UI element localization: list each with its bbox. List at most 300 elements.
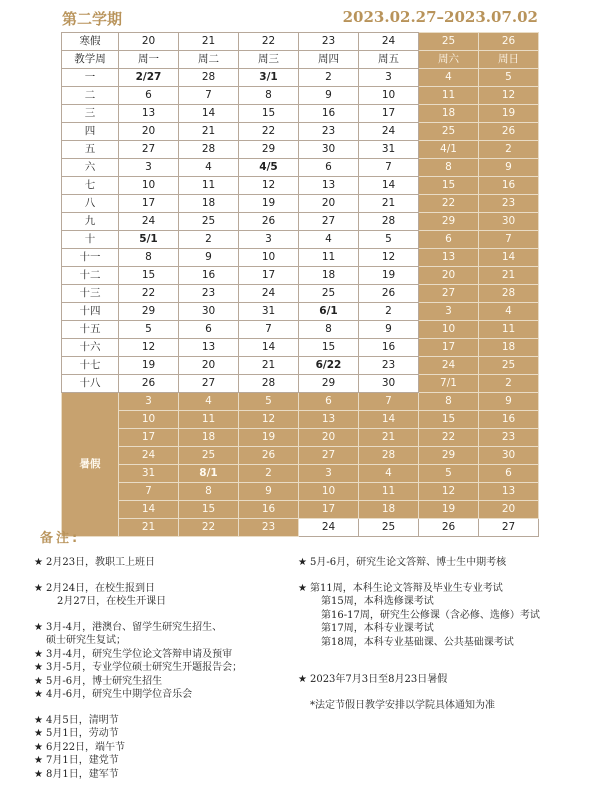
day-cell: 6/22 [299,357,359,375]
remark-text: 3月-5月，专业学位硕士研究生开题报告会； [45,662,243,673]
remark-note [298,556,540,570]
star-icon: ★ [34,689,43,700]
day-cell: 24 [419,357,479,375]
day-cell: 24 [239,285,299,303]
day-cell: 21 [239,357,299,375]
day-cell: 8 [419,159,479,177]
day-cell: 5 [419,465,479,483]
day-cell: 6/1 [299,303,359,321]
day-cell: 28 [479,285,539,303]
day-cell: 13 [299,177,359,195]
remark-text: 4月5日，清明节 [45,714,119,726]
day-cell: 23 [479,429,539,447]
remark-text: 第18周，本科专业基础课、公共基础课考试 [321,636,514,648]
day-cell: 10 [239,249,299,267]
remark-text: 3月-4月，港澳台、留学生研究生招生、 [45,621,223,633]
remark-note [298,636,540,650]
day-cell: 4 [299,231,359,249]
day-cell: 26 [479,33,539,51]
day-cell: 30 [179,303,239,321]
day-cell: 12 [479,87,539,105]
star-icon: ★ [298,674,307,685]
day-cell: 4 [419,69,479,87]
star-icon: ★ [34,714,43,726]
summer-break-row [62,501,539,519]
day-cell: 12 [359,249,419,267]
day-cell: 8 [119,249,179,267]
day-cell: 22 [419,429,479,447]
day-cell: 周三 [239,51,299,69]
remark-note [34,675,242,689]
week-number-label: 二 [62,87,119,105]
day-cell: 13 [419,249,479,267]
day-cell: 27 [299,447,359,465]
remark-text: 硕士研究生复试； [46,635,126,646]
day-cell: 20 [119,123,179,141]
day-cell: 30 [479,447,539,465]
day-cell: 22 [419,195,479,213]
day-cell: 3 [119,159,179,177]
star-icon: ★ [298,582,307,594]
day-cell: 25 [299,285,359,303]
summer-break-row [62,483,539,501]
semester-date-range: 2023.02.27–2023.07.02 [342,8,538,26]
week-number-label: 九 [62,213,119,231]
summer-break-row [62,429,539,447]
remark-text: 第15周，本科选修课考试 [321,596,434,607]
star-icon: ★ [34,675,43,687]
remark-text: *法定节假日教学安排以学院具体通知为准 [310,699,495,711]
day-cell: 31 [359,141,419,159]
teaching-week-row [62,123,539,141]
day-cell: 25 [419,33,479,51]
day-cell: 15 [419,177,479,195]
summer-break-row [62,447,539,465]
day-cell: 3 [359,69,419,87]
day-cell: 17 [299,501,359,519]
star-icon: ★ [34,755,43,766]
day-cell: 周二 [179,51,239,69]
day-cell: 11 [419,87,479,105]
teaching-week-row [62,249,539,267]
remark-note [34,714,242,728]
day-cell: 7 [359,159,419,177]
remarks-title: 备注: [40,531,81,546]
remark-note [34,556,242,570]
day-cell: 27 [179,375,239,393]
day-cell: 11 [179,177,239,195]
day-cell: 6 [419,231,479,249]
day-cell: 3/1 [239,69,299,87]
day-cell: 14 [479,249,539,267]
day-cell: 13 [299,411,359,429]
day-cell: 20 [299,429,359,447]
note-spacer [298,570,540,582]
remark-note [34,661,242,675]
teaching-week-row [62,321,539,339]
day-cell: 7 [239,321,299,339]
day-cell: 21 [359,429,419,447]
day-cell: 5 [479,69,539,87]
remark-note [298,595,540,609]
winter-break-label: 寒假 [62,33,119,51]
day-cell: 20 [479,501,539,519]
day-cell: 25 [359,519,419,537]
day-cell: 24 [359,123,419,141]
day-cell: 11 [359,483,419,501]
teaching-week-row [62,357,539,375]
day-cell: 24 [359,33,419,51]
star-icon: ★ [34,741,43,753]
day-cell: 29 [419,447,479,465]
day-cell: 28 [179,69,239,87]
teaching-week-row [62,339,539,357]
teaching-week-row [62,141,539,159]
day-cell: 21 [179,33,239,51]
day-cell: 7 [359,393,419,411]
day-cell: 9 [179,249,239,267]
week-number-label: 七 [62,177,119,195]
star-icon: ★ [34,582,43,594]
day-cell: 7 [119,483,179,501]
teaching-week-row [62,213,539,231]
remark-note [34,621,242,635]
day-cell: 7/1 [419,375,479,393]
day-cell: 5 [239,393,299,411]
day-cell: 24 [119,447,179,465]
day-cell: 13 [479,483,539,501]
day-cell: 11 [299,249,359,267]
week-number-label: 八 [62,195,119,213]
day-cell: 2 [299,69,359,87]
day-cell: 16 [479,411,539,429]
day-cell: 15 [299,339,359,357]
day-cell: 14 [239,339,299,357]
day-cell: 4 [359,465,419,483]
day-cell: 22 [119,285,179,303]
day-cell: 17 [239,267,299,285]
day-cell: 28 [359,213,419,231]
day-cell: 17 [119,195,179,213]
week-number-label: 十四 [62,303,119,321]
remark-note [298,673,540,687]
star-icon: ★ [34,768,43,780]
day-cell: 12 [239,177,299,195]
day-cell: 14 [359,411,419,429]
day-cell: 23 [359,357,419,375]
semester-calendar-table [61,32,539,537]
day-cell: 22 [239,123,299,141]
day-cell: 30 [479,213,539,231]
remark-text: 7月1日，建党节 [45,755,119,766]
day-cell: 20 [299,195,359,213]
remark-text: 2月23日，教职工上班日 [45,557,156,568]
day-cell: 26 [119,375,179,393]
day-cell: 5/1 [119,231,179,249]
remark-note [298,622,540,636]
day-cell: 20 [119,33,179,51]
day-cell: 29 [299,375,359,393]
star-icon: ★ [34,557,43,568]
day-cell: 5 [359,231,419,249]
day-cell: 10 [119,177,179,195]
day-cell: 19 [419,501,479,519]
day-cell: 21 [479,267,539,285]
day-cell: 周日 [479,51,539,69]
day-cell: 3 [299,465,359,483]
day-cell: 16 [359,339,419,357]
day-cell: 28 [359,447,419,465]
day-cell: 6 [299,393,359,411]
day-cell: 17 [359,105,419,123]
summer-break-row [62,411,539,429]
day-cell: 7 [479,231,539,249]
day-cell: 8 [299,321,359,339]
week-number-label: 十 [62,231,119,249]
day-cell: 23 [479,195,539,213]
note-spacer [34,609,242,621]
day-cell: 14 [179,105,239,123]
teaching-week-row [62,87,539,105]
teaching-week-row [62,303,539,321]
day-cell: 15 [179,501,239,519]
teaching-week-row [62,267,539,285]
winter-break-row [62,33,539,51]
day-cell: 8 [239,87,299,105]
day-cell: 2 [239,465,299,483]
remark-text: 第16-17周，研究生公修课（含必修、选修）考试 [321,609,540,621]
star-icon: ★ [34,648,43,660]
teaching-week-row [62,285,539,303]
day-cell: 2/27 [119,69,179,87]
teaching-week-row [62,159,539,177]
day-cell: 16 [239,501,299,519]
day-cell: 12 [119,339,179,357]
day-cell: 29 [119,303,179,321]
remark-text: 2月24日，在校生报到日 [45,582,156,594]
day-cell: 18 [179,195,239,213]
day-cell: 25 [479,357,539,375]
remark-text: 6月22日，端午节 [45,741,126,753]
day-cell: 2 [479,375,539,393]
day-cell: 9 [479,393,539,411]
star-icon: ★ [34,728,43,739]
day-cell: 8 [179,483,239,501]
day-cell: 5 [119,321,179,339]
week-number-label: 四 [62,123,119,141]
day-cell: 2 [359,303,419,321]
week-number-label: 十一 [62,249,119,267]
day-cell: 周一 [119,51,179,69]
day-cell: 22 [179,519,239,537]
day-cell: 9 [479,159,539,177]
day-cell: 18 [419,105,479,123]
day-cell: 30 [299,141,359,159]
note-spacer [298,661,540,673]
week-number-label: 三 [62,105,119,123]
remark-text: 8月1日，建军节 [45,768,119,780]
teaching-week-row [62,231,539,249]
remarks-left-column [34,556,242,781]
remark-text: 2023年7月3日至8月23日暑假 [309,674,448,685]
day-cell: 19 [239,195,299,213]
day-cell: 19 [359,267,419,285]
day-cell: 3 [419,303,479,321]
note-spacer [34,570,242,582]
day-cell: 23 [299,123,359,141]
week-number-label: 十三 [62,285,119,303]
day-cell: 31 [239,303,299,321]
day-cell: 21 [359,195,419,213]
day-cell: 27 [299,213,359,231]
week-number-label: 十二 [62,267,119,285]
day-cell: 4 [179,159,239,177]
day-cell: 18 [479,339,539,357]
day-cell: 21 [179,123,239,141]
summer-break-label: 暑假 [62,393,119,537]
day-cell: 19 [239,429,299,447]
day-cell: 31 [119,465,179,483]
day-cell: 14 [119,501,179,519]
remarks-right-column [298,556,540,712]
day-cell: 12 [239,411,299,429]
teaching-week-header: 教学周 [62,51,119,69]
day-cell: 29 [239,141,299,159]
day-cell: 16 [179,267,239,285]
day-cell: 19 [119,357,179,375]
note-spacer [298,687,540,699]
remark-note [298,609,540,623]
remark-text: 第11周，本科生论文答辩及毕业生专业考试 [309,582,503,594]
week-number-label: 十七 [62,357,119,375]
day-cell: 周四 [299,51,359,69]
day-cell: 26 [239,213,299,231]
star-icon: ★ [34,621,43,633]
day-cell: 9 [359,321,419,339]
day-cell: 18 [299,267,359,285]
day-cell: 22 [239,33,299,51]
remark-note [34,768,242,782]
star-icon: ★ [298,557,307,568]
day-cell: 6 [299,159,359,177]
day-cell: 23 [239,519,299,537]
day-cell: 30 [359,375,419,393]
remark-note [34,754,242,768]
day-cell: 6 [479,465,539,483]
day-cell: 25 [179,213,239,231]
day-cell: 2 [179,231,239,249]
day-cell: 15 [419,411,479,429]
teaching-week-row [62,195,539,213]
remark-text: 2月27日，在校生开课日 [57,596,167,607]
day-cell: 17 [419,339,479,357]
day-cell: 10 [119,411,179,429]
day-cell: 27 [119,141,179,159]
day-cell: 15 [119,267,179,285]
remark-note [298,582,540,596]
day-cell: 8/1 [179,465,239,483]
teaching-week-row [62,69,539,87]
day-cell: 29 [419,213,479,231]
day-cell: 10 [359,87,419,105]
day-cell: 14 [359,177,419,195]
week-number-label: 五 [62,141,119,159]
day-cell: 20 [179,357,239,375]
day-cell: 19 [479,105,539,123]
day-cell: 4 [179,393,239,411]
day-cell: 10 [419,321,479,339]
day-cell: 24 [299,519,359,537]
week-number-label: 一 [62,69,119,87]
remark-note [34,648,242,662]
day-cell: 23 [299,33,359,51]
day-cell: 6 [179,321,239,339]
summer-break-row [62,519,539,537]
remark-text: 5月-6月，博士研究生招生 [45,675,163,687]
day-cell: 9 [299,87,359,105]
day-cell: 27 [479,519,539,537]
day-cell: 26 [239,447,299,465]
day-cell: 26 [419,519,479,537]
remark-note [34,634,242,648]
day-cell: 27 [419,285,479,303]
day-cell: 8 [419,393,479,411]
day-cell: 3 [119,393,179,411]
page-header [0,0,594,34]
day-cell: 10 [299,483,359,501]
day-cell: 7 [179,87,239,105]
teaching-week-row [62,375,539,393]
star-icon: ★ [34,662,43,673]
summer-break-row [62,393,539,411]
remark-note [34,582,242,596]
teaching-week-row [62,177,539,195]
day-cell: 26 [479,123,539,141]
weekday-header-row [62,51,539,69]
day-cell: 20 [419,267,479,285]
teaching-week-row [62,105,539,123]
note-spacer [34,702,242,714]
day-cell: 16 [479,177,539,195]
day-cell: 15 [239,105,299,123]
day-cell: 12 [419,483,479,501]
day-cell: 23 [179,285,239,303]
remark-text: 5月1日，劳动节 [45,728,119,739]
remark-text: 5月-6月，研究生论文答辩、博士生中期考核 [309,557,507,568]
summer-break-row [62,465,539,483]
day-cell: 17 [119,429,179,447]
day-cell: 4/5 [239,159,299,177]
day-cell: 24 [119,213,179,231]
day-cell: 13 [119,105,179,123]
semester-title: 第二学期 [62,10,123,28]
day-cell: 26 [359,285,419,303]
day-cell: 13 [179,339,239,357]
day-cell: 2 [479,141,539,159]
remark-text: 4月-6月，研究生中期学位音乐会 [45,689,193,700]
remark-text: 3月-4月，研究生学位论文答辩申请及预审 [45,648,233,660]
day-cell: 28 [179,141,239,159]
day-cell: 16 [299,105,359,123]
day-cell: 18 [179,429,239,447]
note-spacer [298,649,540,661]
week-number-label: 十六 [62,339,119,357]
remark-note [34,741,242,755]
day-cell: 21 [119,519,179,537]
week-number-label: 十八 [62,375,119,393]
day-cell: 3 [239,231,299,249]
week-number-label: 十五 [62,321,119,339]
